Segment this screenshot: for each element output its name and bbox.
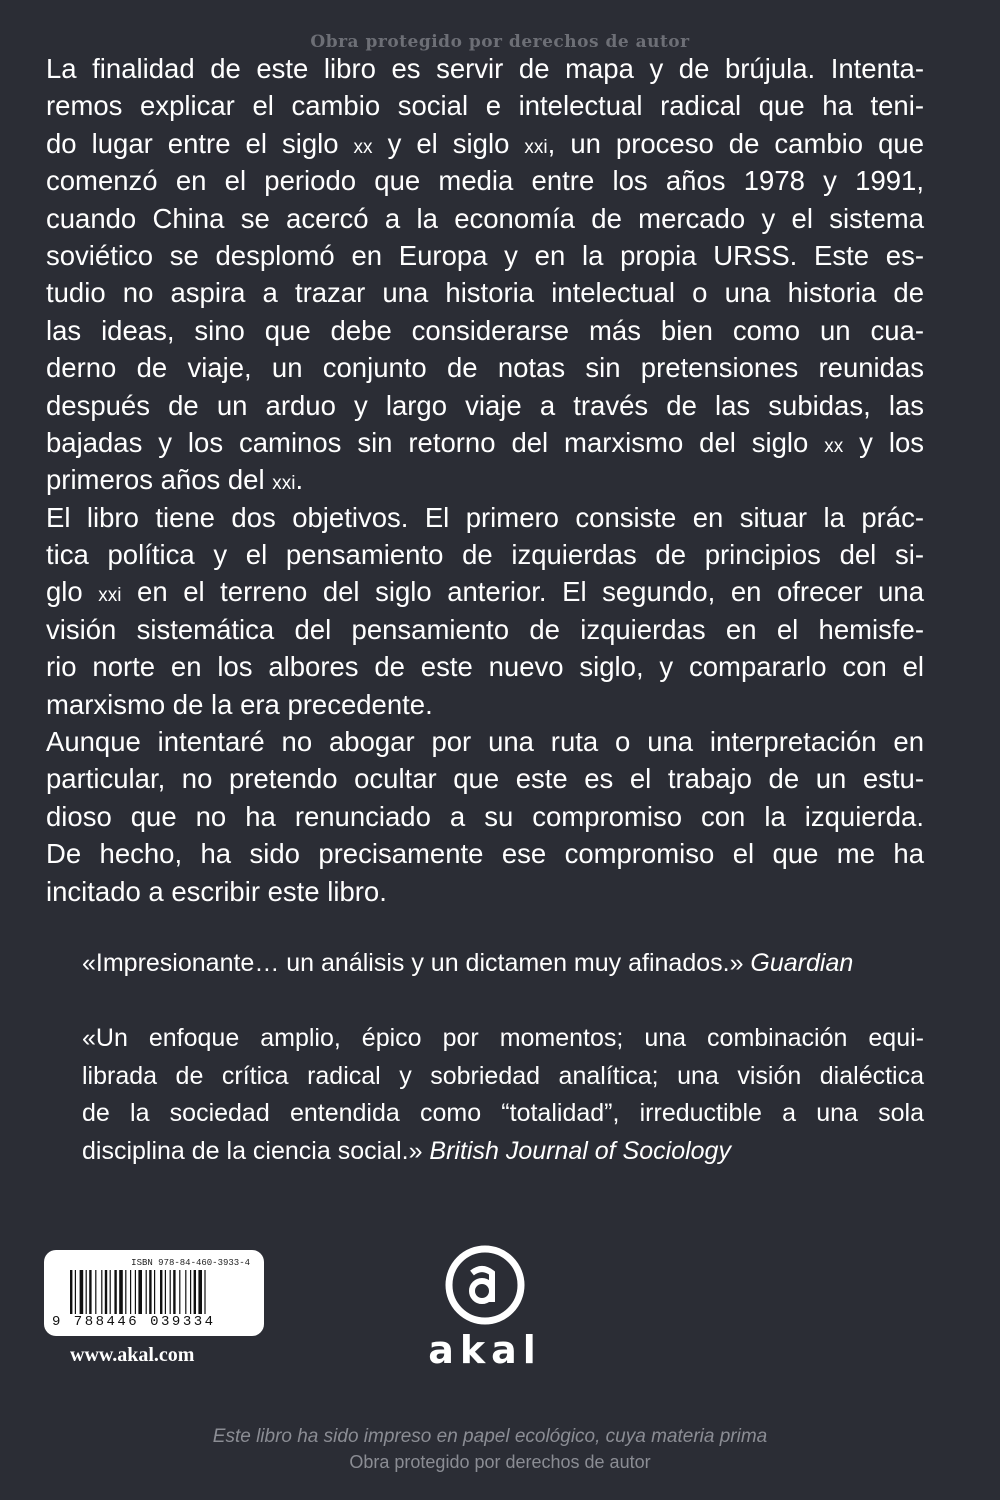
text-line: El libro tiene dos objetivos. El primero consiste en situar la prác-: [46, 501, 924, 533]
text-line: comenzó en el periodo que media entre los años 1978 y 1991,: [46, 165, 924, 197]
isbn-digits: 9 788446 039334: [52, 1314, 216, 1330]
barcode-bar: [170, 1270, 171, 1314]
quote-text: «Impresionante… un análisis y un dictamen muy afinados.»: [82, 949, 751, 977]
barcode-bar: [194, 1270, 196, 1314]
copyright-watermark: Obra protegido por derechos de autor: [310, 32, 690, 52]
text-line: do lugar entre el siglo xx y el siglo xxi, un proceso de cambio que: [46, 127, 924, 159]
barcode-bar: [138, 1270, 142, 1314]
barcode-bar: [101, 1270, 102, 1314]
barcode-bar: [110, 1270, 111, 1314]
barcode-bar: [154, 1270, 155, 1314]
text-line: tica política y el pensamiento de izquierdas de principios del si-: [46, 539, 924, 571]
review-quote-bjs: [82, 1020, 924, 1170]
quote-line: «Un enfoque amplio, épico por momentos; una combinación equi-: [82, 1024, 924, 1052]
text-line: las ideas, sino que debe considerarse más bien como un cua-: [46, 314, 924, 346]
barcode-bar: [125, 1270, 126, 1314]
isbn-barcode: [44, 1250, 264, 1336]
barcode-bar: [198, 1270, 202, 1314]
text-line: rio norte en los albores de este nuevo siglo, y compararlo con el: [46, 651, 924, 683]
paragraph-2: [46, 499, 924, 723]
barcode-bar: [86, 1270, 87, 1314]
barcode-bar: [160, 1270, 162, 1314]
quote-line: librada de crítica radical y sobriedad analítica; una visión dialéctica: [82, 1061, 924, 1090]
text-line: De hecho, ha sido precisamente ese compromiso el que me ha: [46, 838, 924, 870]
barcode-bar: [173, 1270, 175, 1314]
barcode-bar: [70, 1270, 72, 1314]
barcode-bars: [70, 1270, 250, 1314]
paragraph-3: [46, 723, 924, 910]
barcode-bar: [105, 1270, 107, 1314]
quote-source: Guardian: [750, 949, 854, 977]
barcode-bar: [185, 1270, 186, 1314]
barcode-bar: [179, 1270, 180, 1314]
publisher-website: www.akal.com: [70, 1344, 195, 1366]
text-line: tudio no aspira a trazar una historia intelectual o una historia de: [46, 277, 924, 309]
isbn-label: ISBN 978-84-460-3933-4: [131, 1258, 250, 1268]
barcode-bar: [190, 1270, 191, 1314]
quote-source: British Journal of Sociology: [429, 1136, 731, 1165]
text-line: La finalidad de este libro es servir de mapa y de brújula. Intenta-: [46, 53, 924, 84]
barcode-bar: [89, 1270, 91, 1314]
barcode-bar: [165, 1270, 166, 1314]
review-quote-guardian: [82, 945, 924, 983]
barcode-bar: [204, 1270, 205, 1314]
text-line: remos explicar el cambio social e intelectual radical que ha teni-: [46, 90, 924, 122]
text-line: glo xxi en el terreno del siglo anterior. El segundo, en ofrecer una: [46, 576, 924, 608]
eco-paper-note: Este libro ha sido impreso en papel ecológico, cuya materia prima: [212, 1426, 768, 1447]
barcode-bar: [146, 1270, 147, 1314]
text-line: Aunque intentaré no abogar por una ruta o una interpretación en: [46, 726, 924, 758]
barcode-bar: [119, 1270, 123, 1314]
barcode-bar: [80, 1270, 84, 1314]
text-line: particular, no pretendo ocultar que este es el trabajo de un estu-: [46, 763, 924, 795]
text-line: bajadas y los caminos sin retorno del marxismo del siglo xx y los: [46, 426, 924, 458]
barcode-bar: [130, 1270, 131, 1314]
text-line: soviético se desplomó en Europa y en la propia URSS. Este es-: [46, 239, 924, 271]
text-line: incitado a escribir este libro.: [46, 875, 387, 907]
text-line: cuando China se acercó a la economía de mercado y el sistema: [46, 202, 924, 234]
book-blurb: [46, 50, 924, 910]
barcode-bar: [95, 1270, 96, 1314]
text-line: después de un arduo y largo viaje a través de las subidas, las: [46, 389, 924, 421]
publisher-logo-text: akal: [428, 1328, 542, 1372]
text-line: marxismo de la era precedente.: [46, 688, 433, 720]
quote-text-end: disciplina de la ciencia social.»: [82, 1136, 430, 1165]
text-line: visión sistemática del pensamiento de izquierdas en el hemisfe-: [46, 613, 924, 645]
barcode-bar: [114, 1270, 116, 1314]
quote-line: de la sociedad entendida como “totalidad”, irreductible a una sola: [82, 1099, 924, 1127]
barcode-bar: [149, 1270, 151, 1314]
text-line: dioso que no ha renunciado a su compromiso con la izquierda.: [46, 800, 924, 832]
quote-lines: [82, 1020, 924, 1133]
barcode-bar: [135, 1270, 136, 1314]
copyright-footer: Obra protegido por derechos de autor: [349, 1452, 651, 1472]
text-line: derno de viaje, un conjunto de notas sin pretensiones reunidas: [46, 352, 924, 384]
barcode-bar: [75, 1270, 76, 1314]
text-line: primeros años del xxi.: [46, 464, 304, 496]
paragraph-1: [46, 50, 924, 499]
